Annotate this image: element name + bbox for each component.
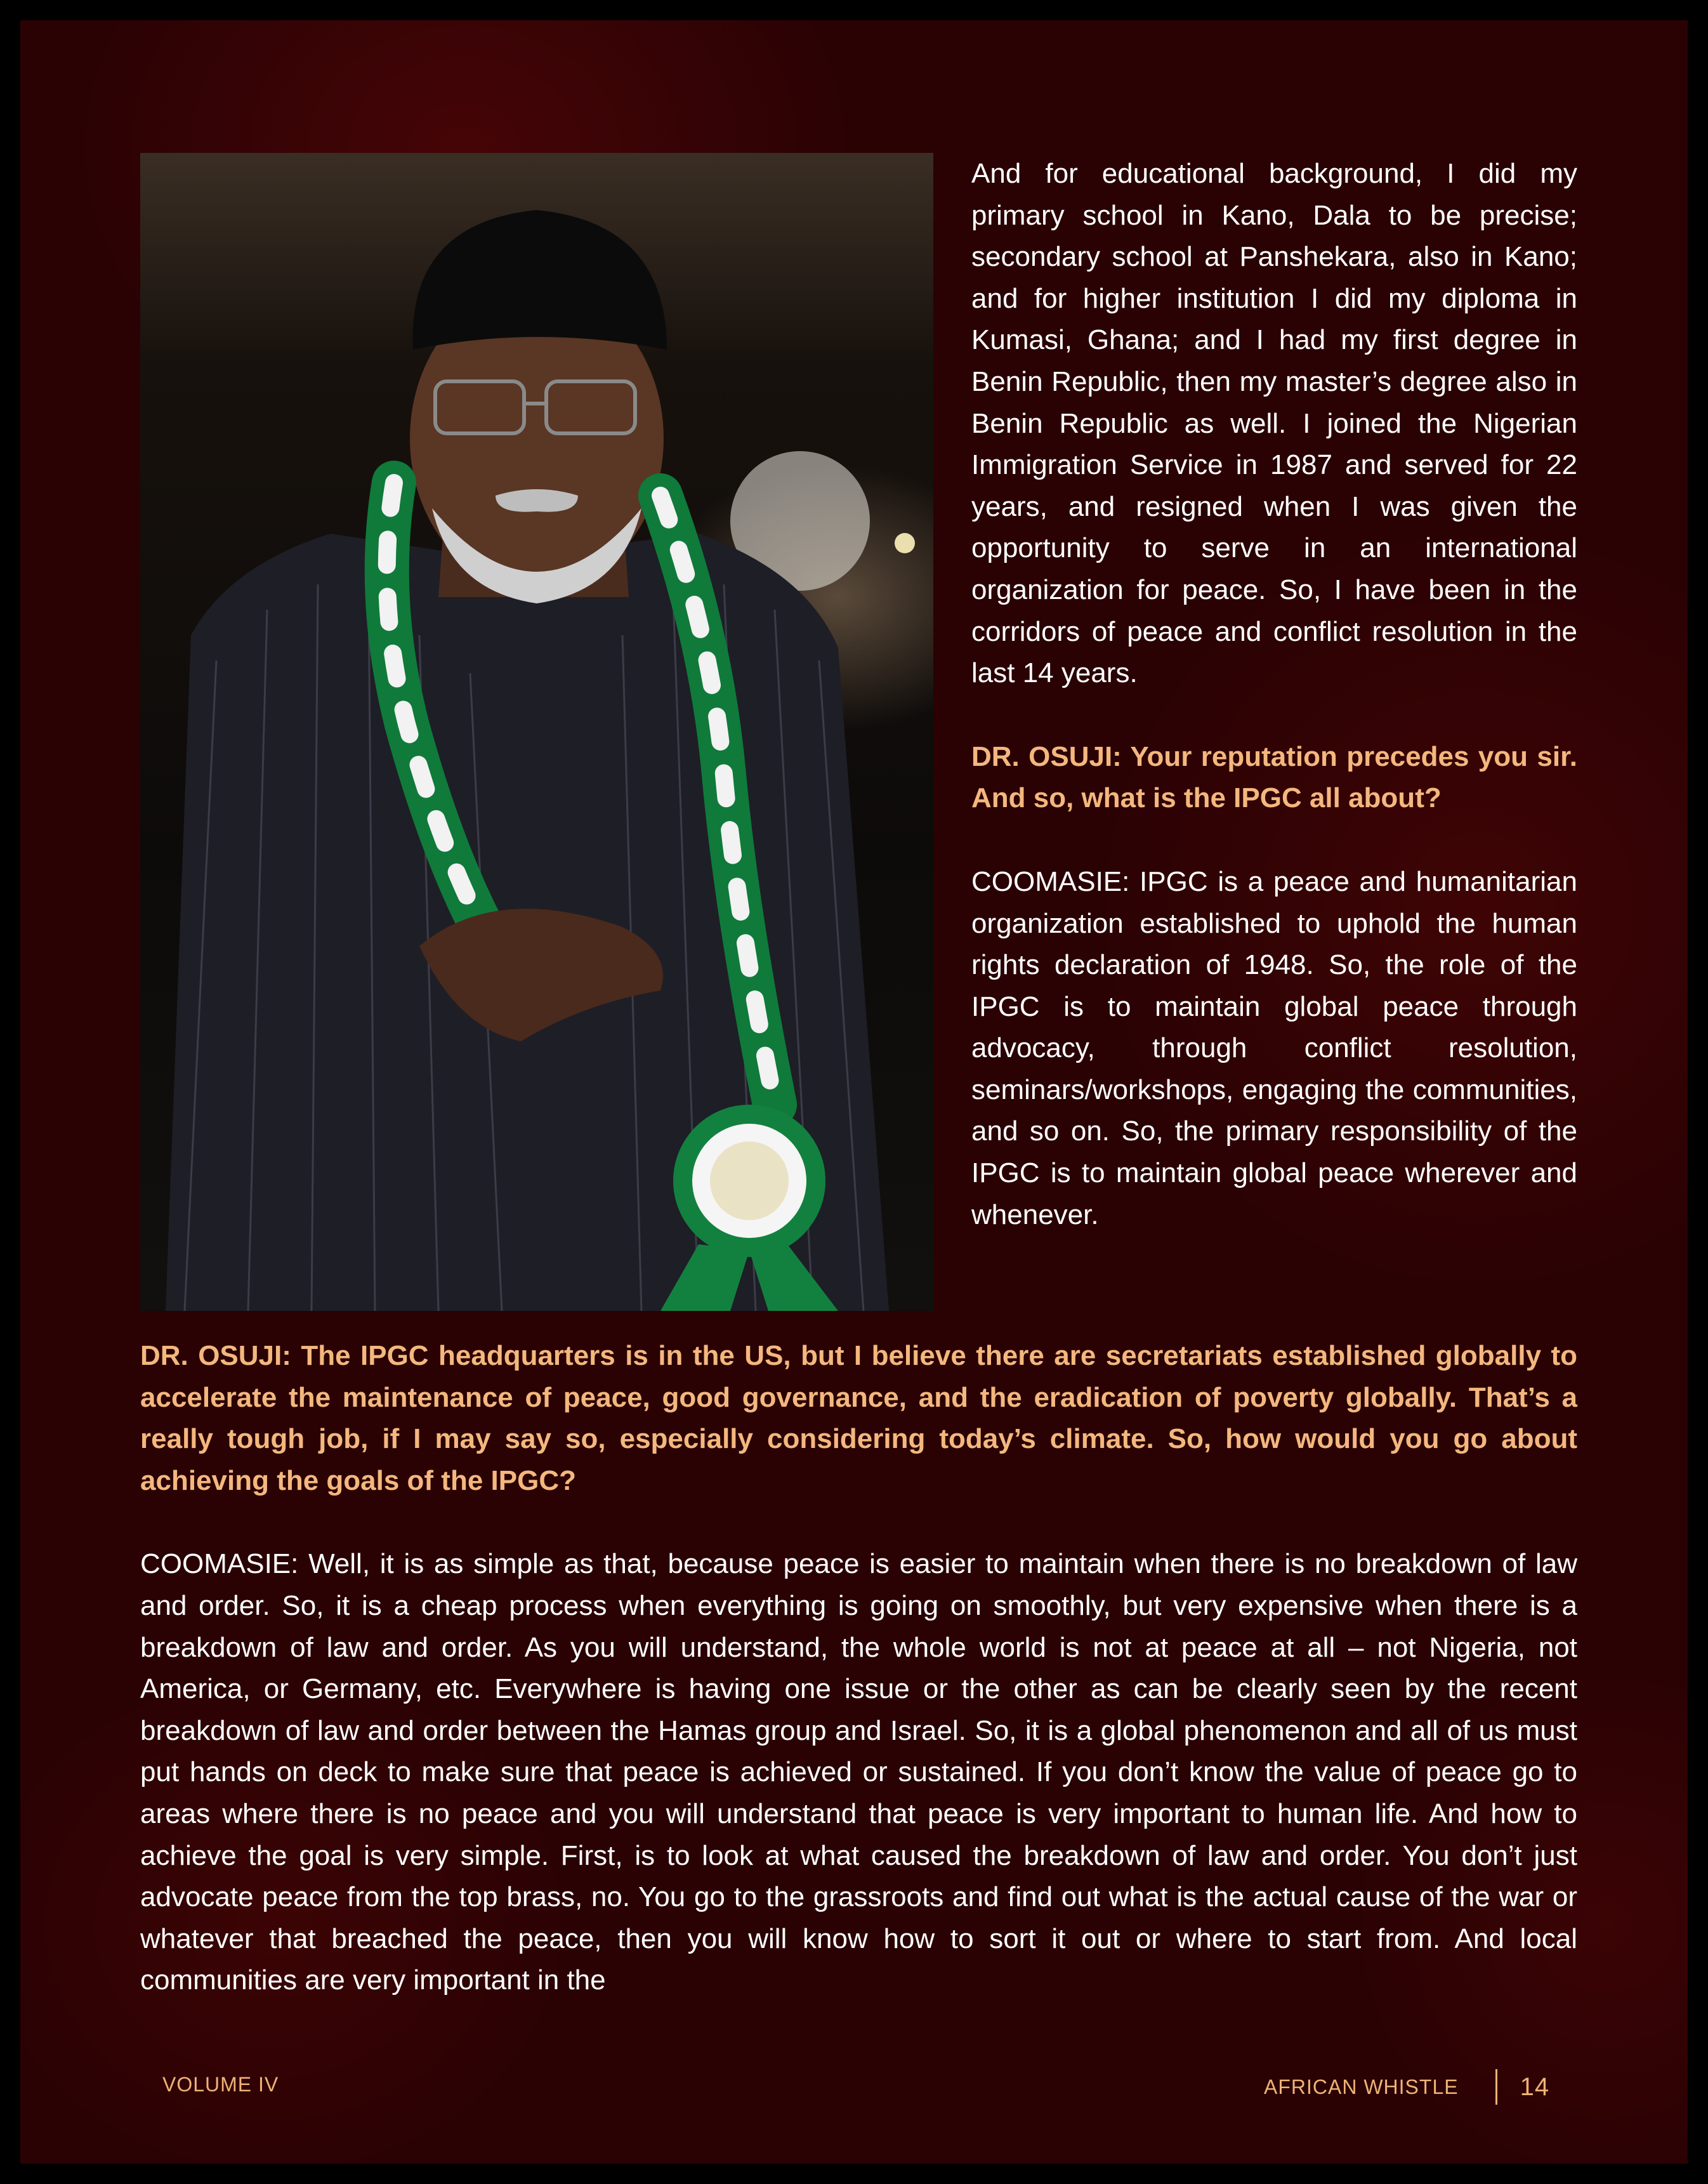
body-paragraph: And for educational background, I did my primary school in Kano, Dala to be precise; secondary school at Panshekara, also in Kano; and for higher institution I did my diploma in Kumasi, Ghana; and I had my first degree in Benin Republic, then my master’s degree also in Benin Republic as well. I joined the Nigerian Immigration Service in 1987 and served for 22 years, and resigned when I was given the opportunity to serve in an international organization for peace. So, I have been in the corridors of peace and conflict resolution in the last 14 years.	[971, 158, 1577, 689]
interviewer-question: DR. OSUJI: Your reputation precedes you sir. And so, what is the IPGC all about?	[971, 740, 1577, 814]
interviewer-question: DR. OSUJI: The IPGC headquarters is in the US, but I believe there are secretariats established globally to accelerate the maintenance of peace, good governance, and the eradication of poverty globally. That’s a really tough job, if I may say so, especially considering today’s climate. So, how would you go about achieving the goals of the IPGC?	[140, 1340, 1577, 1496]
interviewee-answer: COOMASIE: Well, it is as simple as that, because peace is easier to maintain when there is no breakdown of law and order. So, it is a cheap process when everything is going on smoothly, but very expensive when there is a breakdown of law and order. As you will understand, the whole world is not at peace at all – not Nigeria, not America, or Germany, etc. Everywhere is having one issue or the other as can be clearly seen by the recent breakdown of law and order between the Hamas group and Israel. So, it is a global phenomenon and all of us must put hands on deck to make sure that peace is achieved or sustained. If you don’t know the value of peace go to areas where there is no peace and you will understand that peace is very important to human life. And how to achieve the goal is very simple. First, is to look at what caused the breakdown of law and order. You don’t just advocate peace from the top brass, no. You go to the grassroots and find out what is the actual cause of the war or whatever that breached the peace, then you will know how to sort it out or where to start from. And local communities are very important in the	[140, 1548, 1577, 1996]
full-width-text	[140, 1335, 1577, 2043]
right-text-column	[971, 153, 1577, 1277]
footer-publication-name: AFRICAN WHISTLE	[1264, 2075, 1459, 2098]
footer-volume: VOLUME IV	[162, 2073, 279, 2096]
footer-publication-block	[1264, 2069, 1549, 2105]
footer-divider	[1495, 2069, 1497, 2105]
portrait-photo	[140, 153, 933, 1311]
magazine-page	[20, 20, 1688, 2164]
interviewee-answer: COOMASIE: IPGC is a peace and humanitarian organization established to uphold the human rights declaration of 1948. So, the role of the IPGC is to maintain global peace through advocacy, through conflict resolution, seminars/workshops, engaging the communities, and so on. So, the primary responsibility of the IPGC is to maintain global peace wherever and whenever.	[971, 865, 1577, 1230]
page-number: 14	[1520, 2072, 1550, 2101]
